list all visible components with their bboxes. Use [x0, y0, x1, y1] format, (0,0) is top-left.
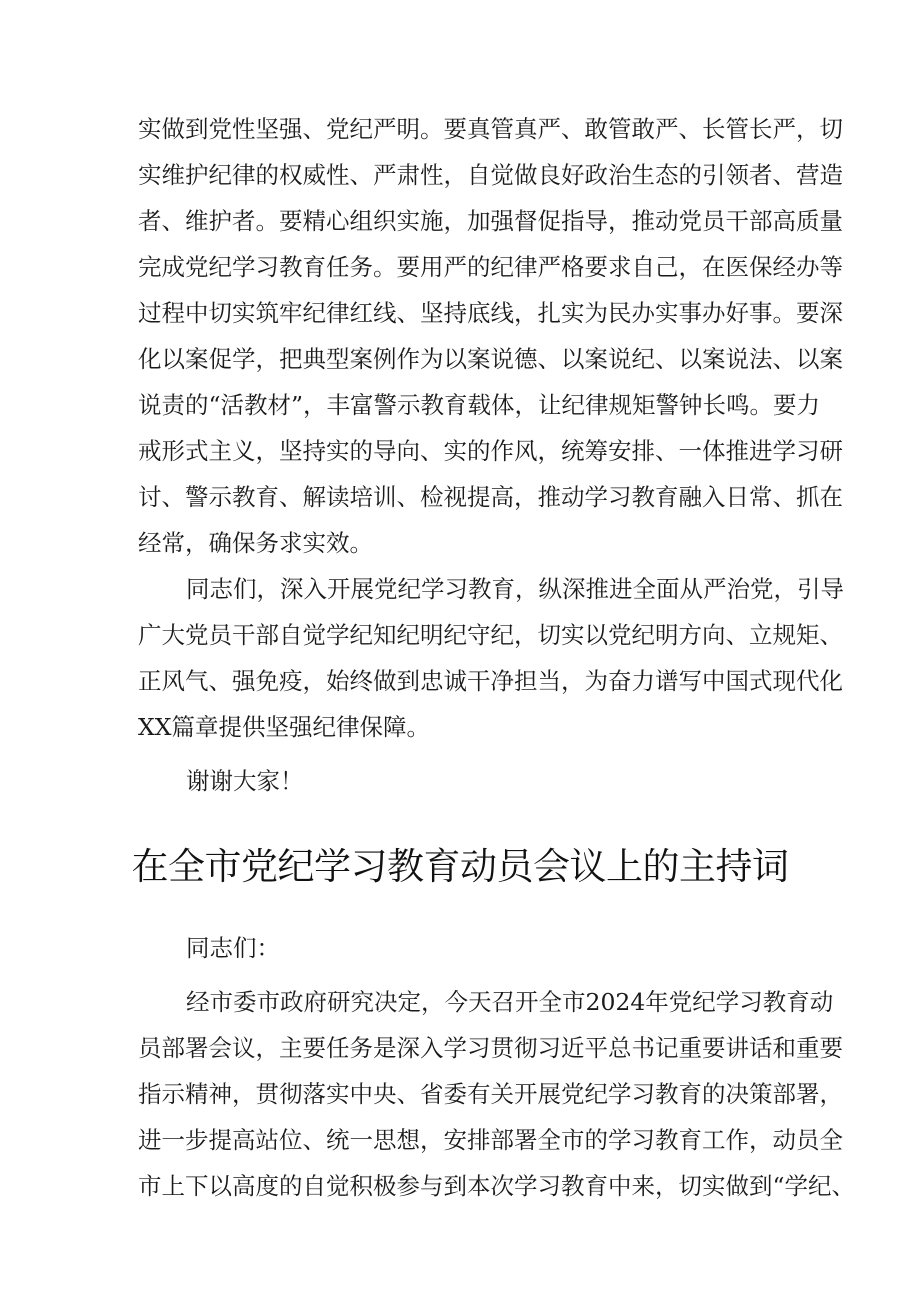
- paragraph-line: 实做到党性坚强、党纪严明。要真管真严、敢管敢严、长管长严，切: [138, 115, 843, 143]
- section-title: 在全市党纪学习教育动员会议上的主持词: [131, 845, 789, 888]
- paragraph-line: 者、维护者。要精心组织实施，加强督促指导，推动党员干部高质量: [138, 207, 843, 235]
- paragraph-line: XX篇章提供坚强纪律保障。: [138, 713, 430, 741]
- paragraph-line: 经市委市政府研究决定，今天召开全市2024年党纪学习教育动: [186, 988, 834, 1016]
- paragraph-line: 员部署会议，主要任务是深入学习贯彻习近平总书记重要讲话和重要: [138, 1034, 843, 1062]
- paragraph-line: 化以案促学，把典型案例作为以案说德、以案说纪、以案说法、以案: [138, 345, 843, 373]
- paragraph-line: 市上下以高度的自觉积极参与到本次学习教育中来，切实做到“学纪、: [138, 1172, 856, 1200]
- paragraph-line: 实维护纪律的权威性、严肃性，自觉做良好政治生态的引领者、营造: [138, 161, 843, 189]
- paragraph-line: 讨、警示教育、解读培训、检视提高，推动学习教育融入日常、抓在: [138, 483, 843, 511]
- thanks-line: 谢谢大家！: [186, 767, 304, 795]
- paragraph-line: 完成党纪学习教育任务。要用严的纪律严格要求自己，在医保经办等: [138, 253, 843, 281]
- paragraph-line: 戒形式主义，坚持实的导向、实的作风，统筹安排、一体推进学习研: [138, 437, 843, 465]
- paragraph-line: 正风气、强免疫，始终做到忠诚干净担当，为奋力谱写中国式现代化: [138, 667, 843, 695]
- paragraph-line: 说责的“活教材”，丰富警示教育载体，让纪律规矩警钟长鸣。要力: [138, 391, 821, 419]
- paragraph-line: 进一步提高站位、统一思想，安排部署全市的学习教育工作，动员全: [138, 1126, 843, 1154]
- salutation: 同志们：: [186, 934, 280, 962]
- paragraph-line: 经常，确保务求实效。: [138, 529, 373, 557]
- paragraph-line: 过程中切实筑牢纪律红线、坚持底线，扎实为民办实事办好事。要深: [138, 299, 843, 327]
- paragraph-line: 指示精神，贯彻落实中央、省委有关开展党纪学习教育的决策部署，: [138, 1080, 843, 1108]
- paragraph-line: 同志们，深入开展党纪学习教育，纵深推进全面从严治党，引导: [186, 575, 844, 603]
- paragraph-line: 广大党员干部自觉学纪知纪明纪守纪，切实以党纪明方向、立规矩、: [138, 621, 843, 649]
